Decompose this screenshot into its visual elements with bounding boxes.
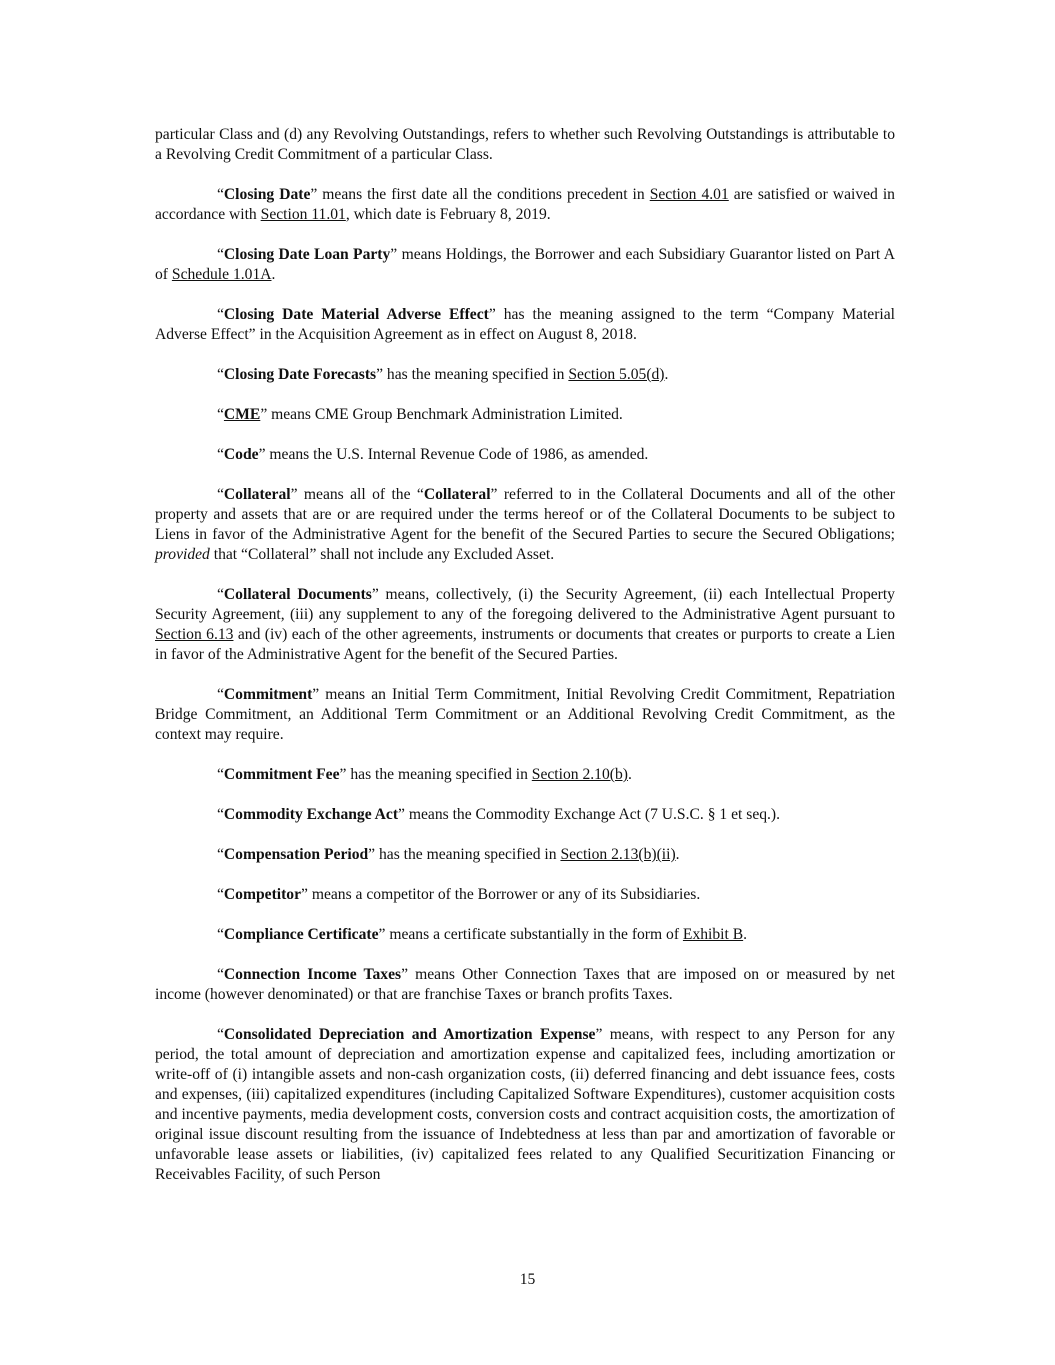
page-body [155, 125, 895, 1205]
defined-term: Collateral Documents [223, 586, 372, 603]
definition-commitment-fee: “Commitment Fee” has the meaning specified in Section 2.10(b). [217, 766, 632, 783]
section-reference: Section 4.01 [649, 186, 729, 203]
definition-code: “Code” means the U.S. Internal Revenue Code of 1986, as amended. [217, 446, 649, 463]
defined-term: CME [223, 406, 261, 423]
defined-term: Closing Date [223, 186, 311, 203]
section-reference: Section 2.13(b)(ii) [560, 846, 676, 863]
defined-term: Collateral [423, 486, 491, 503]
definition-competitor: “Competitor” means a competitor of the Borrower or any of its Subsidiaries. [217, 886, 701, 903]
definition-closing-date: “Closing Date” means the first date all the conditions precedent in Section 4.01 are satisfied or waived in accordance with Section 11.01, which date is February 8, 2019. [155, 186, 895, 223]
defined-term: Closing Date Material Adverse Effect [223, 306, 489, 323]
section-reference: Section 5.05(d) [568, 366, 665, 383]
definition-collateral-documents: “Collateral Documents” means, collectively, (i) the Security Agreement, (ii) each Intellectual Property Security Agreement, (iii) any supplement to any of the foregoing delivered to the Administrative Agent pursuant to Section 6.13 and (iv) each of the other agreements, instruments or documents that creates or purports to create a Lien in favor of the Administrative Agent for the benefit of the Secured Parties. [155, 586, 895, 663]
defined-term: Compensation Period [223, 846, 369, 863]
definition-closing-date-loan-party: “Closing Date Loan Party” means Holdings, the Borrower and each Subsidiary Guarantor listed on Part A of Schedule 1.01A. [155, 246, 895, 283]
defined-term: Closing Date Forecasts [223, 366, 377, 383]
definition-paragraph-class-continuation: particular Class and (d) any Revolving Outstandings, refers to whether such Revolving Outstandings is attributable to a Revolving Credit Commitment of a particular Class. [155, 126, 895, 163]
definition-closing-date-material-adverse-effect: “Closing Date Material Adverse Effect” has the meaning assigned to the term “Company Material Adverse Effect” in the Acquisition Agreement as in effect on August 8, 2018. [155, 306, 895, 343]
page-number: 15 [519, 1271, 536, 1288]
schedule-reference: Schedule 1.01A [171, 266, 272, 283]
definition-cme: “CME” means CME Group Benchmark Administration Limited. [217, 406, 623, 423]
section-reference: Section 11.01 [260, 206, 346, 223]
definition-compensation-period: “Compensation Period” has the meaning specified in Section 2.13(b)(ii). [217, 846, 680, 863]
defined-term: Compliance Certificate [223, 926, 379, 943]
definition-connection-income-taxes: “Connection Income Taxes” means Other Connection Taxes that are imposed on or measured by net income (however denominated) or that are franchise Taxes or branch profits Taxes. [155, 966, 895, 1003]
defined-term: Closing Date Loan Party [223, 246, 391, 263]
defined-term: Code [223, 446, 259, 463]
definition-commitment: “Commitment” means an Initial Term Commitment, Initial Revolving Credit Commitment, Repatriation Bridge Commitment, an Additional Term Commitment or an Additional Revolving Credit Commitment, as the context may require. [155, 686, 895, 743]
section-reference: Section 2.10(b) [531, 766, 628, 783]
defined-term: Competitor [223, 886, 301, 903]
definition-commodity-exchange-act: “Commodity Exchange Act” means the Commodity Exchange Act (7 U.S.C. § 1 et seq.). [217, 806, 781, 823]
defined-term: Connection Income Taxes [223, 966, 402, 983]
defined-term: Commodity Exchange Act [223, 806, 399, 823]
section-reference: Section 6.13 [155, 626, 234, 643]
defined-term: Collateral [223, 486, 291, 503]
defined-term: Commitment Fee [223, 766, 340, 783]
exhibit-reference: Exhibit B [682, 926, 744, 943]
emphasis: provided [155, 546, 210, 563]
definition-consolidated-depreciation-and-amortization-expense: “Consolidated Depreciation and Amortization Expense” means, with respect to any Person for any period, the total amount of depreciation and amortization expense and capitalized fees, including amortization or write-off of (i) intangible assets and non-cash organization costs, (ii) deferred financing and debt issuance fees, costs and expenses, (iii) capitalized expenditures (including Capitalized Software Expenditures), customer acquisition costs and incentive payments, media development costs, conversion costs and contract acquisition costs, the amortization of original issue discount resulting from the issuance of Indebtedness at less than par and amortization of favorable or unfavorable lease assets or liabilities, (iv) capitalized fees related to any Qualified Securitization Financing or Receivables Facility, of such Person [155, 1026, 895, 1183]
definition-closing-date-forecasts: “Closing Date Forecasts” has the meaning specified in Section 5.05(d). [217, 366, 669, 383]
definition-compliance-certificate: “Compliance Certificate” means a certificate substantially in the form of Exhibit B. [217, 926, 748, 943]
defined-term: Commitment [223, 686, 313, 703]
defined-term: Consolidated Depreciation and Amortization Expense [223, 1026, 596, 1043]
definition-collateral: “Collateral” means all of the “Collateral” referred to in the Collateral Documents and all of the other property and assets that are or are required under the terms hereof or of the Collateral Documents to be subject to Liens in favor of the Administrative Agent for the benefit of the Secured Parties to secure the Secured Obligations; provided that “Collateral” shall not include any Excluded Asset. [155, 486, 895, 563]
